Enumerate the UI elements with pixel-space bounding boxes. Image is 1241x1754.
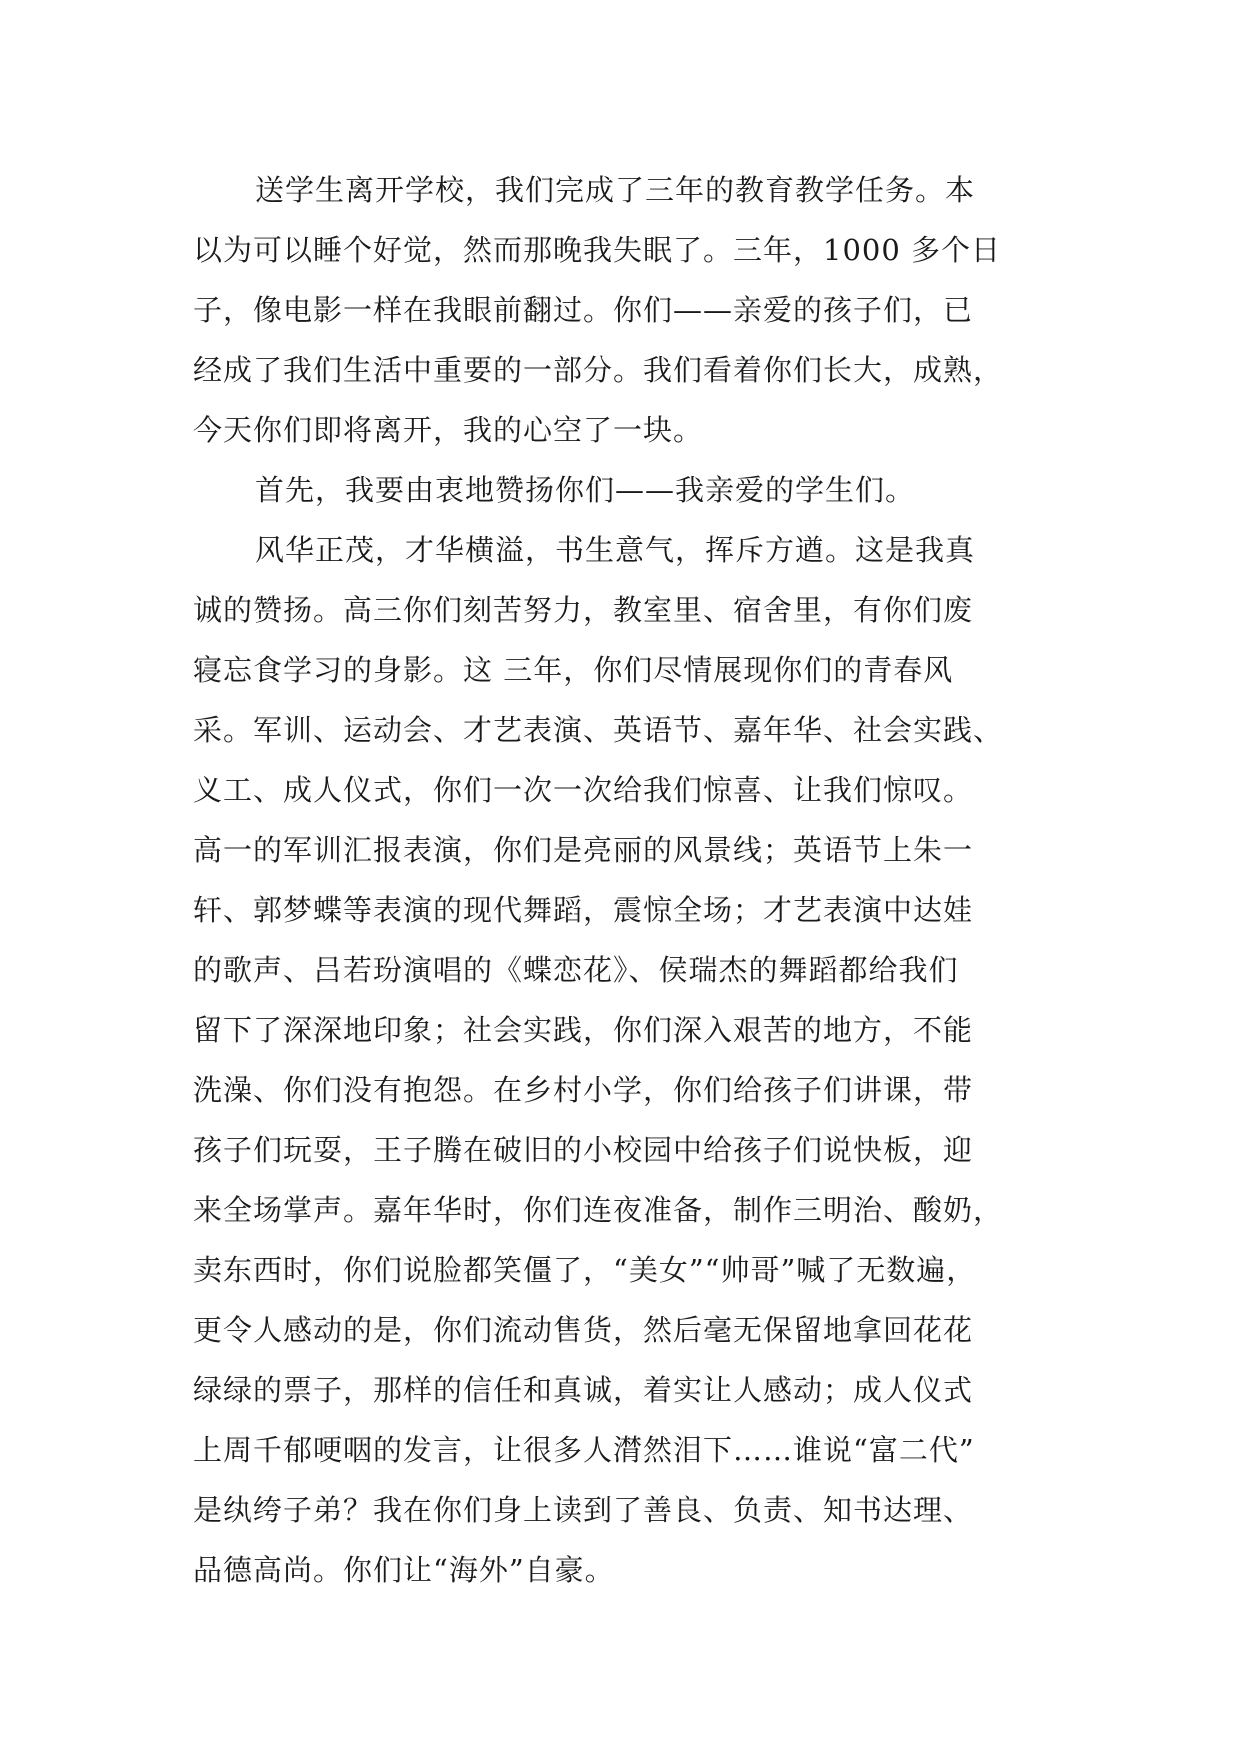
text-line: 子，像电影一样在我眼前翻过。你们——亲爱的孩子们，已 — [193, 293, 974, 327]
paragraph-1 — [193, 160, 1073, 460]
text-line: 今天你们即将离开，我的心空了一块。 — [193, 413, 704, 447]
text-line: 绿绿的票子，那样的信任和真诚，着实让人感动；成人仪式 — [193, 1373, 974, 1407]
text-line: 风华正茂，才华横溢，书生意气，挥斥方遒。这是我真 — [255, 533, 976, 567]
text-line: 洗澡、你们没有抱怨。在乡村小学，你们给孩子们讲课，带 — [193, 1073, 974, 1107]
text-line: 孩子们玩耍，王子腾在破旧的小校园中给孩子们说快板，迎 — [193, 1133, 974, 1167]
text-line: 采。军训、运动会、才艺表演、英语节、嘉年华、社会实践、 — [193, 713, 1004, 747]
paragraph-2 — [193, 460, 1073, 520]
text-line: 是纨绔子弟？我在你们身上读到了善良、负责、知书达理、 — [193, 1493, 974, 1527]
text-line: 经成了我们生活中重要的一部分。我们看着你们长大，成熟， — [193, 353, 1004, 387]
text-line: 以为可以睡个好觉，然而那晚我失眠了。三年，1000 多个日 — [193, 233, 1002, 267]
text-line: 送学生离开学校，我们完成了三年的教育教学任务。本 — [255, 173, 976, 207]
text-line: 来全场掌声。嘉年华时，你们连夜准备，制作三明治、酸奶， — [193, 1193, 1004, 1227]
paragraph-3 — [193, 520, 1073, 1600]
text-line: 更令人感动的是，你们流动售货，然后毫无保留地拿回花花 — [193, 1313, 974, 1347]
text-line: 寝忘食学习的身影。这 三年，你们尽情展现你们的青春风 — [193, 653, 954, 687]
text-line: 轩、郭梦蝶等表演的现代舞蹈，震惊全场；才艺表演中达娃 — [193, 893, 974, 927]
text-line: 上周千郁哽咽的发言，让很多人潸然泪下……谁说“富二代” — [193, 1433, 975, 1467]
text-line: 诚的赞扬。高三你们刻苦努力，教室里、宿舍里，有你们废 — [193, 593, 974, 627]
body-text — [193, 160, 1073, 1600]
text-line: 的歌声、吕若玢演唱的《蝶恋花》、侯瑞杰的舞蹈都给我们 — [193, 953, 959, 987]
text-line: 品德高尚。你们让“海外”自豪。 — [193, 1553, 615, 1587]
text-line: 义工、成人仪式，你们一次一次给我们惊喜、让我们惊叹。 — [193, 773, 974, 807]
text-line: 留下了深深地印象；社会实践，你们深入艰苦的地方，不能 — [193, 1013, 974, 1047]
text-line: 首先，我要由衷地赞扬你们——我亲爱的学生们。 — [255, 473, 916, 507]
text-line: 卖东西时，你们说脸都笑僵了，“美女”“帅哥”喊了无数遍， — [193, 1253, 977, 1287]
text-line: 高一的军训汇报表演，你们是亮丽的风景线；英语节上朱一 — [193, 833, 974, 867]
